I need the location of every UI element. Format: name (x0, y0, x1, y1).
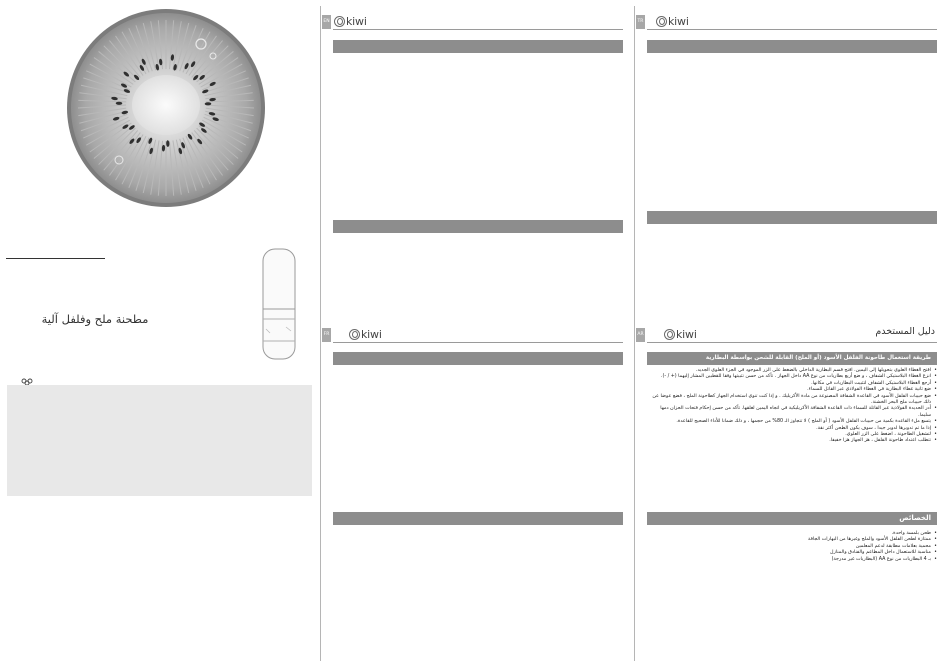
list-item: • ضع حبيبات الفلفل الأسود في القاعدة الشفافة المصنوعة من مادة الأكريليك . و إذا كنت تنوي استخدام الجهاز كطاحونة الملح ، فضع عوضا عن ذلك حبيبات ملح البحر الخشنة. (649, 394, 937, 407)
list-item: • ضع ثانية غطاء البطارية في الغطاء الفولاذي عبر القاتل للسماء. (649, 387, 937, 393)
kiwi-logo-icon (664, 329, 675, 340)
user-guide-title: دليل المستخدم (875, 326, 935, 337)
kiwi-logo (349, 327, 382, 341)
kiwi-logo (334, 14, 367, 28)
list-item: • تتطلب اعتداد طاحونة الفلفل ، هز الجهاز هزا خفيفا. (649, 438, 937, 444)
header-rule (333, 342, 623, 343)
kiwi-logo-icon (334, 16, 345, 27)
kiwi-logo (656, 14, 689, 28)
features-heading: الخصائص (647, 512, 937, 525)
section-header-bar (333, 352, 623, 365)
kiwi-logo (664, 327, 697, 341)
header-rule (333, 29, 623, 30)
product-title: مطحنة ملح وفلفل آلية (41, 312, 149, 326)
kiwi-logo-icon (349, 329, 360, 340)
list-item: • ممتازة لطحن الفلفل الأسود والملح وغيرها من البهارات الجافة (649, 537, 937, 543)
language-tab-en: EN (322, 15, 331, 29)
header-rule (647, 29, 937, 30)
cover-rule (6, 258, 105, 259)
kiwi-logo-text: kiwi (361, 327, 382, 341)
list-item: • محمية بعلامات مطابقة لدعم المعلمين (649, 544, 937, 550)
list-item: • انزع الغطاء البلاستيكي الشفاف ، و ضع أربع بطاريات من نوع AA داخل الجهاز . تأكد من حسن تثبيتها وفقا للقطبين المشار إليهما (+ / -). (649, 374, 937, 380)
salt-pepper-mill-image (258, 247, 302, 362)
header-rule (647, 342, 937, 343)
usage-heading: طريقة استعمال طاحونة الفلفل الأسود (أو الملح) القابلة للشحن بواسطة البطارية (647, 352, 937, 365)
panel-divider (634, 6, 635, 661)
kiwi-logo-icon (656, 16, 667, 27)
list-item: • بـ 4 البطاريات من نوع AA (البطاريات غير مدرجة) (649, 557, 937, 563)
list-item: • إذا ما تم تدويرها لدوير جيدا ، سوف يكون الطحن أكثر نقة. (649, 426, 937, 432)
kiwi-logo-text: kiwi (676, 327, 697, 341)
kiwi-image (66, 8, 266, 208)
usage-list (649, 368, 937, 445)
kiwi-logo-text: kiwi (668, 14, 689, 28)
list-item: • طحن بلمسة واحدة. (649, 531, 937, 537)
list-item: • أدر الحديدة الفولاذية عبر القاتلة للسماء ذات القاعدة الشفافة الأكريليكية في اتجاه اليمين لغلقها. تأكد من حسن إحكام فتحات الحزان دمها سليما. (649, 406, 937, 419)
list-item: • مناسبة للاستعمال داخل المطاعم والفنادق والمنازل (649, 550, 937, 556)
language-tab-tr: TR (636, 15, 645, 29)
list-item: • يتسع ملء القاعدة بكمية من حبيبات الفلفل الأسود ( أو الملح ) لا تتجاوز الـ 80% من حجمها ، و ذلك ضمانا للأداء الصحيح للقاعدة. (649, 419, 937, 425)
section-header-bar (333, 220, 623, 233)
language-tab-fr: FR (322, 328, 331, 342)
features-list (649, 531, 937, 563)
info-box (7, 385, 312, 496)
section-header-bar (647, 40, 937, 53)
list-item: • افتح الغطاء العلوي بتحويلها إلى اليمين. افتح قسم البطارية الداخلي بالضغط على الزر الموجود في الجزء العلوي الجديد. (649, 368, 937, 374)
list-item: • لتشغيل الطاحونة ، اضغط على الزر العلوي. (649, 432, 937, 438)
section-header-bar (647, 211, 937, 224)
panel-divider (320, 6, 321, 661)
kiwi-logo-text: kiwi (346, 14, 367, 28)
language-tab-ar: AR (636, 328, 645, 342)
section-header-bar (333, 512, 623, 525)
list-item: • أرجع الغطاء البلاستيكي الشفاف لتثبيت البطاريات في مكانها. (649, 381, 937, 387)
section-header-bar (333, 40, 623, 53)
